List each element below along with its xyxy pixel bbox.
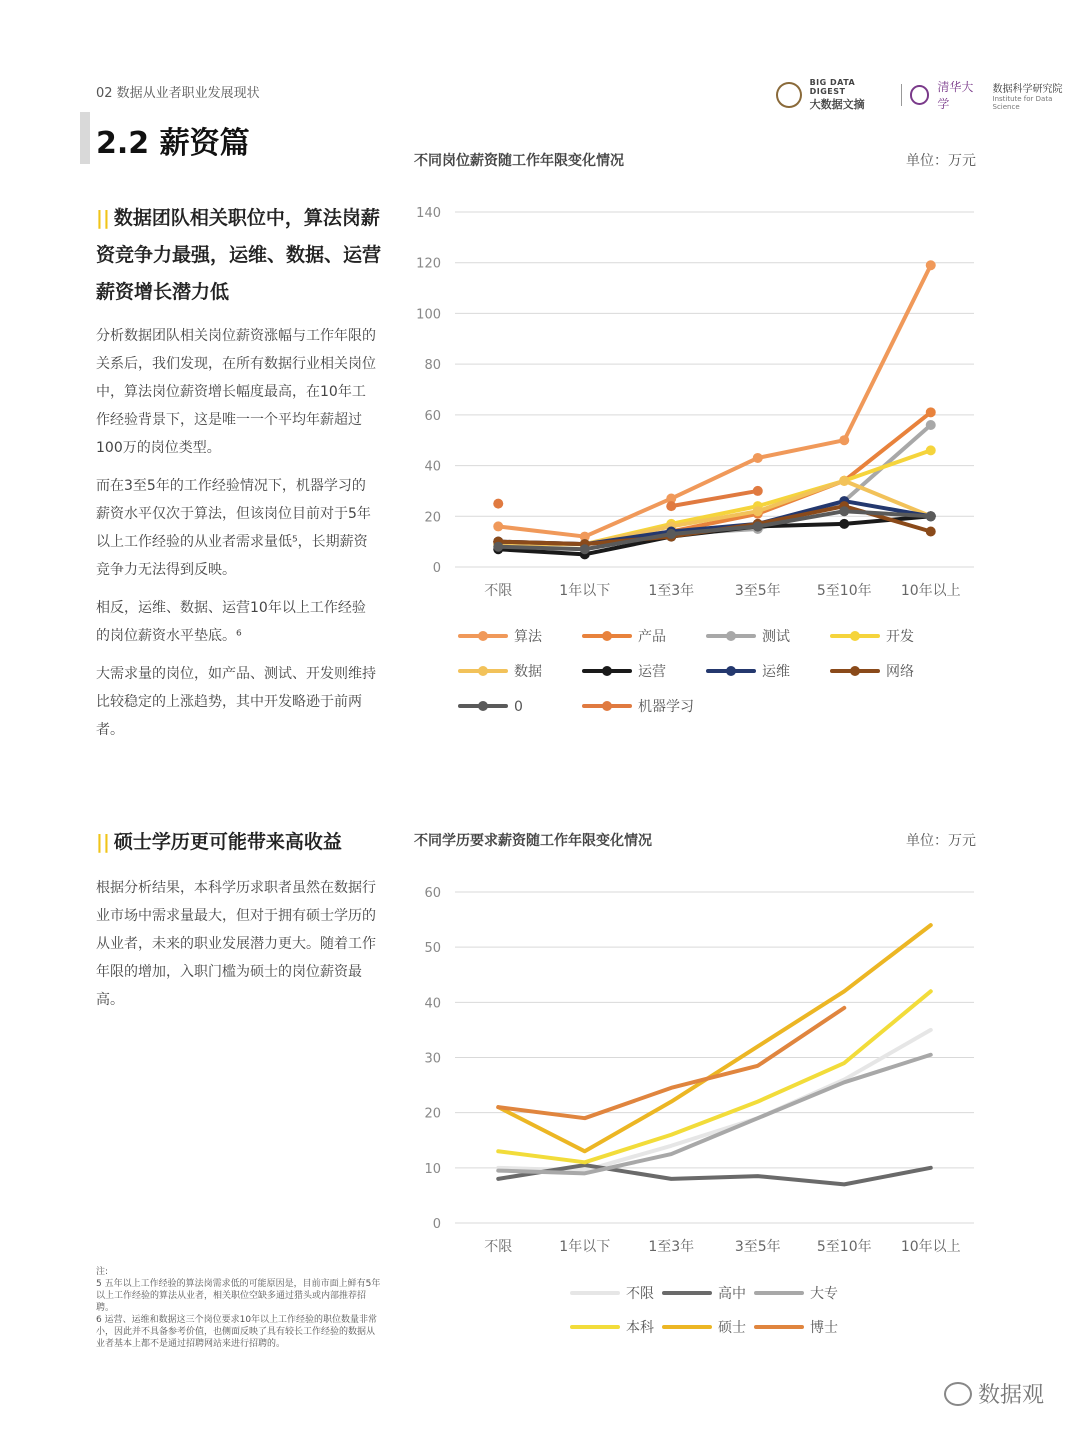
data-point-0: [666, 529, 676, 539]
data-point-机器学习: [666, 501, 676, 511]
data-point-算法: [753, 453, 763, 463]
data-point-网络: [926, 527, 936, 537]
paragraph: 根据分析结果，本科学历求职者虽然在数据行业市场中需求量最大，但对于拥有硕士学历的从业者，未来的职业发展潜力更大。随着工作年限的增加，入职门槛为硕士的岗位薪资最高。: [96, 880, 376, 1008]
y-tick-label: 40: [424, 459, 441, 475]
university-name: 清华大学: [937, 80, 974, 111]
data-point-0: [753, 521, 763, 531]
section2-heading: [96, 824, 386, 861]
y-tick-label: 140: [416, 206, 441, 221]
legend-label: 硕士: [718, 1320, 746, 1336]
paragraph: 大需求量的岗位，如产品、测试、开发则维持比较稳定的上涨趋势，其中开发略逊于前两者。: [96, 666, 376, 738]
y-tick-label: 0: [432, 1217, 441, 1232]
data-point-0: [580, 544, 590, 554]
legend-label: 不限: [626, 1286, 654, 1302]
x-tick-label: 10年以上: [900, 1239, 961, 1255]
legend-label: 算法: [514, 629, 542, 645]
y-tick-label: 60: [424, 408, 441, 424]
data-point-算法: [839, 435, 849, 445]
y-tick-label: 10: [424, 1161, 441, 1177]
footnote: [96, 1266, 382, 1350]
data-point-机器学习: [493, 499, 503, 509]
university-seal-icon: [910, 85, 930, 105]
chart2-svg: [400, 870, 1000, 1350]
paragraph: 而在3至5年的工作经验情况下，机器学习的薪资水平仅次于算法，但该岗位目前对于5年以上工作经验的从业者需求量低⁵，长期薪资竞争力无法得到反映。: [96, 478, 371, 578]
page-title: 2.2 薪资篇: [96, 126, 250, 161]
logo-block: [776, 78, 1080, 112]
x-tick-label: 10年以上: [900, 583, 961, 599]
chart1-title: 不同岗位薪资随工作年限变化情况: [414, 153, 624, 169]
data-point-算法: [926, 260, 936, 270]
data-point-测试: [926, 420, 936, 430]
data-point-0: [926, 511, 936, 521]
section1-heading-text: 数据团队相关职位中，算法岗薪资竞争力最强，运维、数据、运营薪资增长潜力低: [96, 207, 382, 303]
chart2-unit: 单位：万元: [906, 833, 976, 849]
wechat-watermark: [944, 1378, 1044, 1409]
y-tick-label: 80: [424, 358, 441, 374]
data-point-机器学习: [753, 486, 763, 496]
section2-body: [96, 874, 378, 1024]
heading-bar-icon: ||: [96, 831, 110, 853]
series-line-算法: [498, 265, 931, 536]
data-point-0: [493, 542, 503, 552]
y-tick-label: 50: [424, 941, 441, 957]
logo-divider: [901, 84, 902, 106]
x-tick-label: 1年以下: [559, 583, 611, 599]
legend-label: 大专: [810, 1286, 838, 1302]
y-tick-label: 120: [416, 256, 441, 272]
institute-cn: 数据科学研究院: [992, 83, 1063, 95]
data-point-产品: [926, 407, 936, 417]
legend-marker: [478, 631, 488, 641]
legend-marker: [726, 666, 736, 676]
y-tick-label: 100: [416, 307, 441, 323]
legend-marker: [602, 666, 612, 676]
x-tick-label: 1年以下: [559, 1239, 611, 1255]
data-point-数据: [839, 476, 849, 486]
legend-marker: [850, 631, 860, 641]
data-point-数据: [753, 506, 763, 516]
legend-marker: [478, 666, 488, 676]
legend-label: 测试: [762, 629, 790, 645]
legend-label: 高中: [718, 1286, 746, 1302]
logo-cn: 大数据文摘: [809, 98, 865, 111]
data-point-开发: [926, 445, 936, 455]
title-accent-bar: [80, 112, 90, 164]
watermark-text: 数据观: [977, 1383, 1044, 1408]
legend-label: 机器学习: [638, 699, 694, 715]
legend-label: 开发: [886, 629, 914, 645]
institute-logo: [993, 80, 1080, 111]
section2-heading-text: 硕士学历更可能带来高收益: [113, 831, 342, 853]
footnote-item: 5 五年以上工作经验的算法岗需求低的可能原因是，目前市面上鲜有5年以上工作经验的算法从业者，相关职位空缺多通过猎头或内部推荐招聘。: [96, 1279, 381, 1313]
y-tick-label: 30: [424, 1051, 441, 1067]
x-tick-label: 5至10年: [816, 1239, 872, 1255]
legend-label: 运营: [638, 664, 666, 680]
legend-marker: [602, 701, 612, 711]
tree-logo-icon: [776, 82, 802, 108]
section1-body: [96, 322, 378, 754]
data-point-算法: [493, 521, 503, 531]
section-label: 02 数据从业者职业发展现状: [96, 86, 260, 101]
legend-label: 本科: [626, 1320, 654, 1336]
x-tick-label: 1至3年: [648, 1239, 695, 1255]
x-tick-label: 不限: [484, 1239, 513, 1255]
legend-marker: [602, 631, 612, 641]
x-tick-label: 5至10年: [816, 583, 872, 599]
logo-en: BIG DATA DIGEST: [809, 78, 856, 96]
heading-bar-icon: ||: [96, 207, 110, 229]
paragraph: 分析数据团队相关岗位薪资涨幅与工作年限的关系后，我们发现，在所有数据行业相关岗位中，算法岗位薪资增长幅度最高，在10年工作经验背景下，这是唯一一个平均年薪超过100万的岗位类型。: [96, 328, 376, 456]
series-line-不限: [498, 1030, 931, 1171]
big-data-digest-logo: [810, 78, 893, 112]
x-tick-label: 不限: [484, 583, 513, 599]
data-point-0: [839, 506, 849, 516]
legend-label: 产品: [638, 629, 666, 645]
y-tick-label: 60: [424, 886, 441, 901]
legend-label: 网络: [886, 664, 914, 680]
legend-label: 博士: [810, 1320, 838, 1336]
footnote-item: 6 运营、运维和数据这三个岗位要求10年以上工作经验的职位数量非常小，因此并不具备参考价值，也侧面反映了具有较长工作经验的数据从业者基本上都不是通过招聘网站来进行招聘的。: [96, 1315, 378, 1349]
paragraph: 相反，运维、数据、运营10年以上工作经验的岗位薪资水平垫底。⁶: [96, 600, 366, 644]
footnote-label: 注:: [96, 1267, 109, 1277]
y-tick-label: 40: [424, 996, 441, 1012]
legend-marker: [850, 666, 860, 676]
legend-label: 数据: [514, 664, 542, 680]
legend-marker: [478, 701, 488, 711]
data-point-运营: [839, 519, 849, 529]
legend-label: 0: [514, 699, 523, 715]
legend-label: 运维: [762, 664, 790, 680]
section1-heading: [96, 200, 386, 311]
y-tick-label: 0: [432, 561, 441, 576]
y-tick-label: 20: [424, 1106, 441, 1122]
wechat-icon: [944, 1382, 972, 1406]
x-tick-label: 1至3年: [648, 583, 695, 599]
x-tick-label: 3至5年: [734, 583, 781, 599]
chart2-title: 不同学历要求薪资随工作年限变化情况: [414, 833, 652, 849]
institute-en: Institute for Data Science: [992, 94, 1053, 111]
chart1-unit: 单位：万元: [906, 153, 976, 169]
legend-marker: [726, 631, 736, 641]
chart1-svg: [400, 190, 1000, 730]
y-tick-label: 20: [424, 510, 441, 526]
x-tick-label: 3至5年: [734, 1239, 781, 1255]
